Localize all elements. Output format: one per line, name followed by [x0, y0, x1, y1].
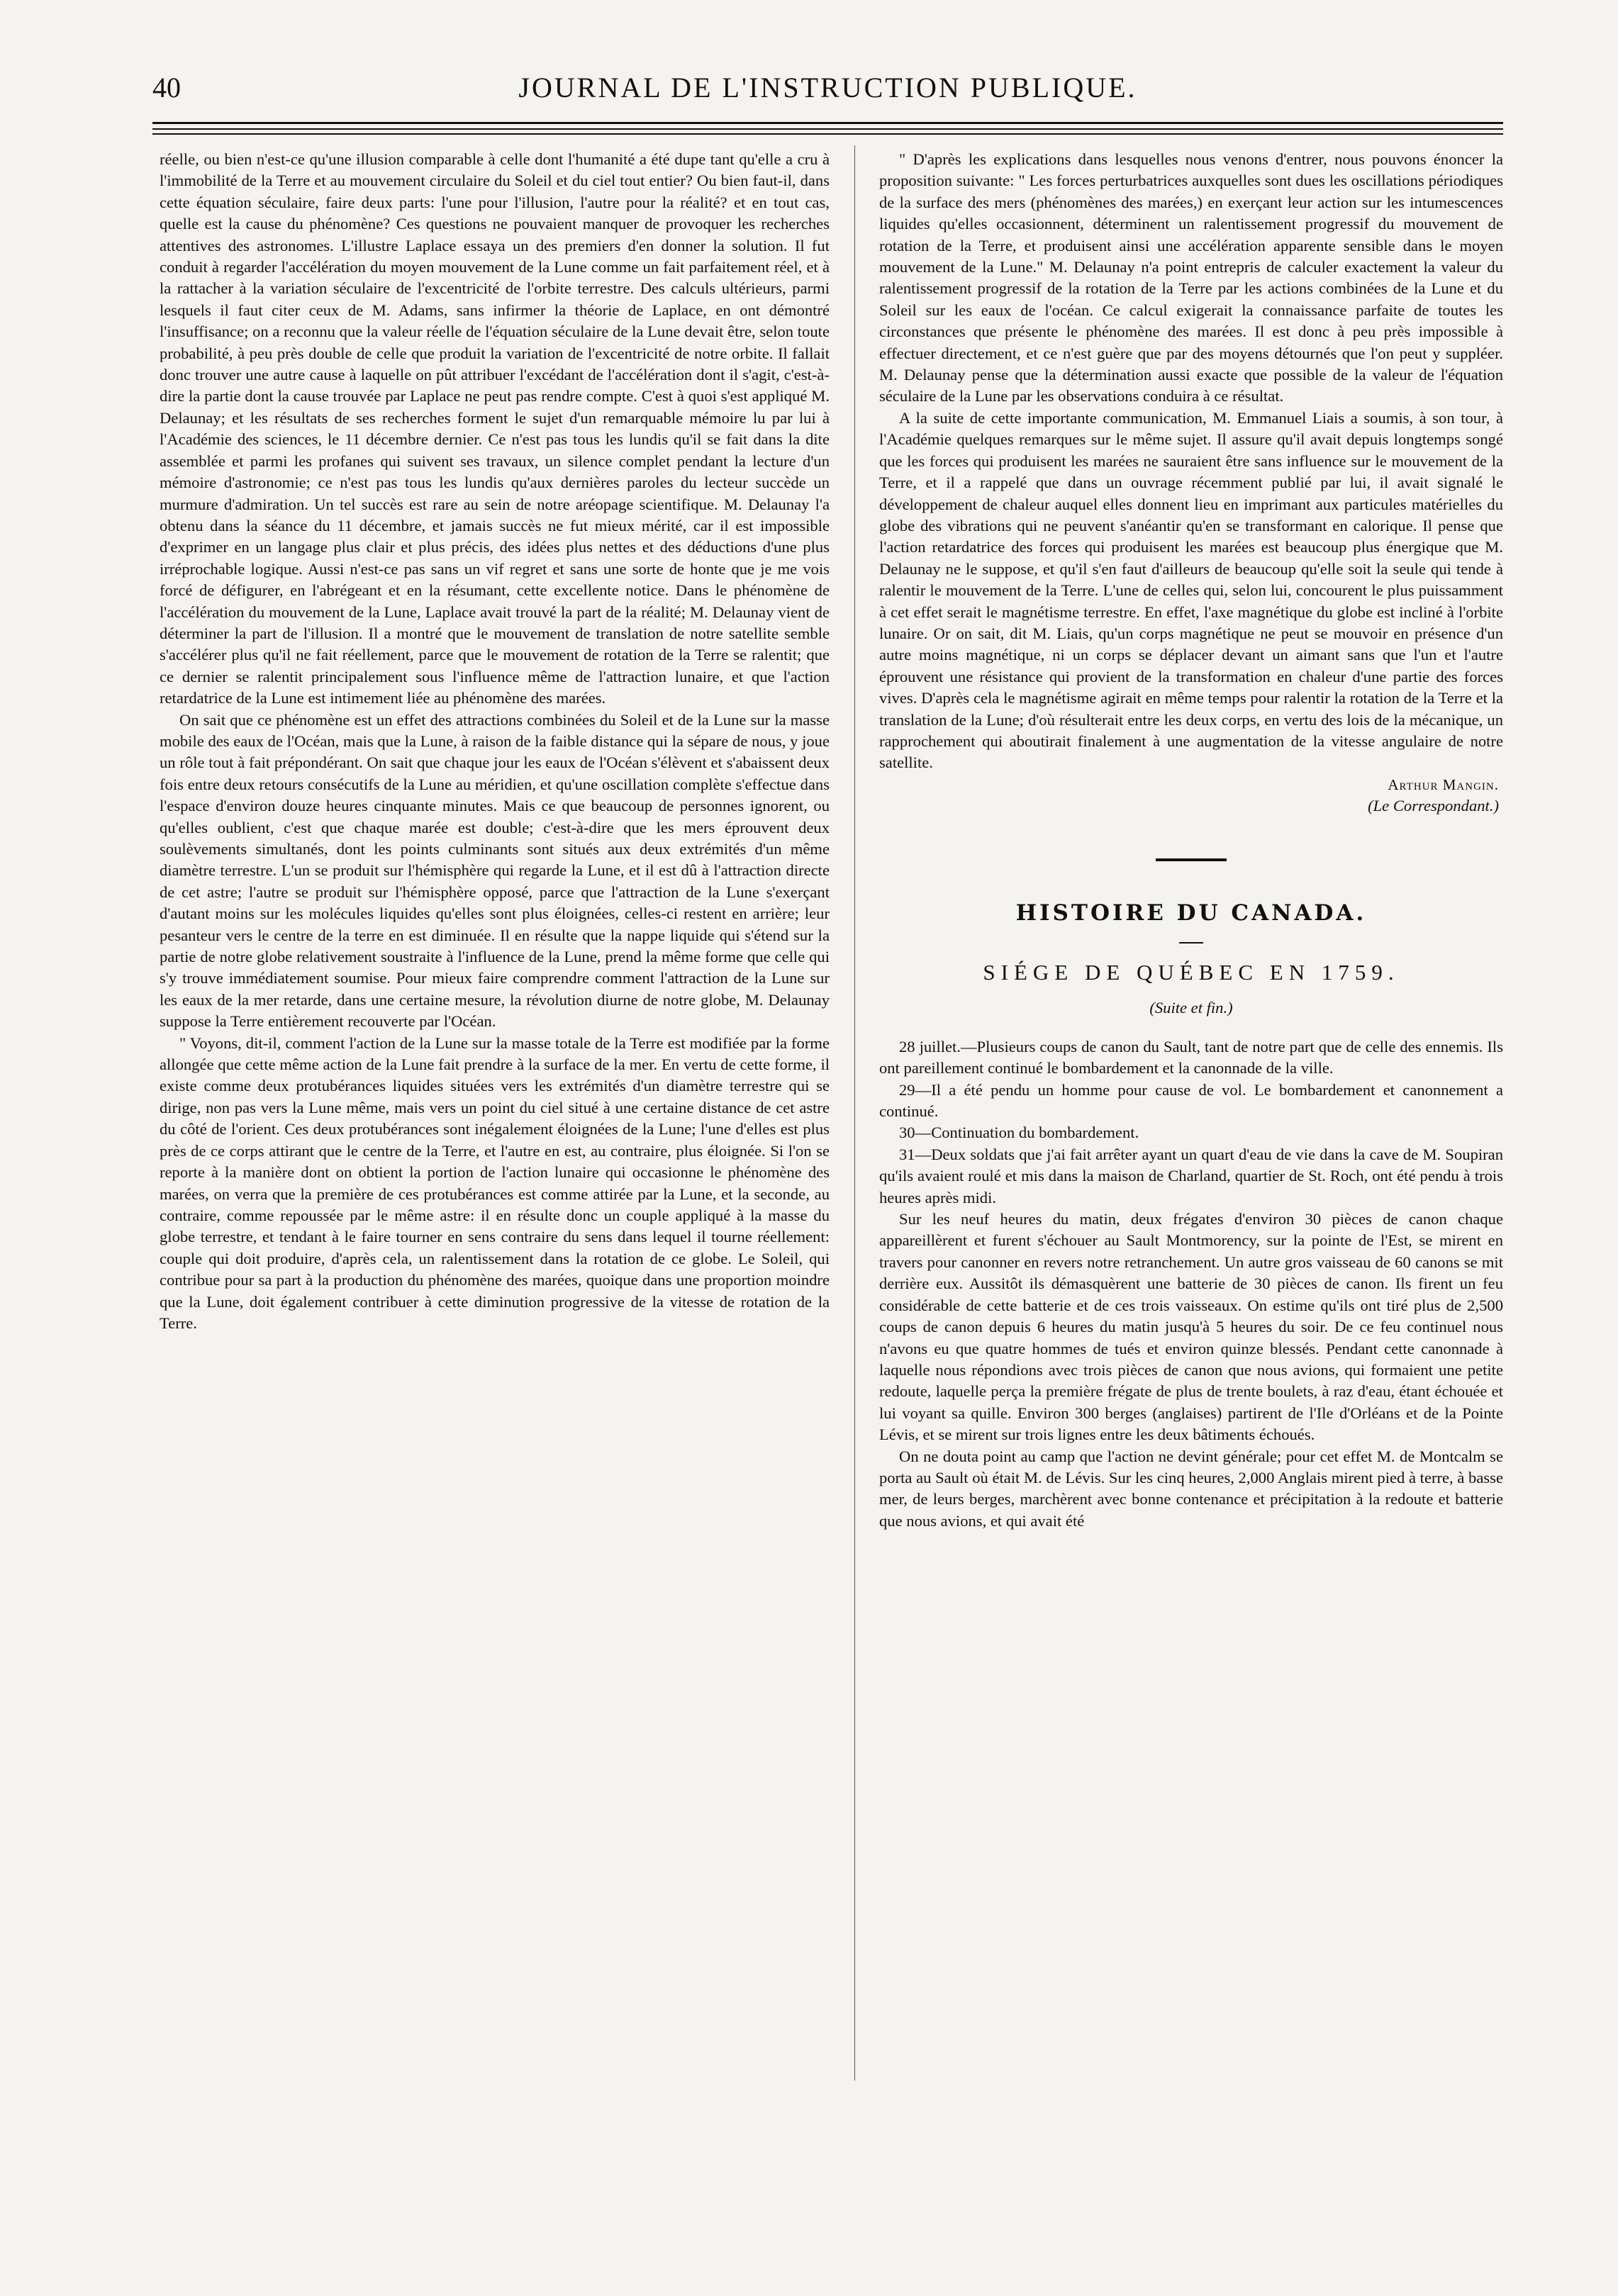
paragraph: 30—Continuation du bombardement.	[899, 1124, 1139, 1142]
paragraph: A la suite de cette importante communication, M. Emmanuel Liais a soumis, à son tour, à l'Académie quelques remarques sur le même sujet. Il assure qu'il avait depuis longtemps songé que les forces qui produisent les marées ne sauraient être sans influence sur le mouvement de la Terre, et il a rappelé que dans un ouvrage récemment publié par lui, il avait signalé le développement de chaleur auquel elles donnent lieu en imprimant aux particules matérielles du globe des vibrations qui ne peuvent s'anéantir qu'en se transformant en calorique. Il pense que l'action retardatrice des forces qui produisent les marées est beaucoup plus énergique que M. Delaunay ne le suppose, et qu'il s'en faut d'ailleurs de beaucoup qu'elle soit la seule qui tende à ralentir le mouvement de la Terre. L'une de celles qui, selon lui, concourent le plus puissamment à cet effet serait le magnétisme terrestre. En effet, l'axe magnétique du globe est incliné à l'orbite lunaire. Or on sait, dit M. Liais, qu'un corps magnétique ne peut se mouvoir en présence d'un autre moins magnétique, ni un corps se déplacer devant un aimant sans que l'un et l'autre éprouvent une résistance qui provient de la transformation en chaleur d'une partie des forces vives. D'après cela le magnétisme agirait en même temps pour ralentir la rotation de la Terre et la translation de la Lune; d'où résulterait entre les deux corps, en vertu des lois de la mécanique, un rapprochement qui aboutirait finalement à une augmentation de la vitesse angulaire de notre satellite.	[879, 408, 1503, 772]
header-rule	[152, 122, 1503, 124]
header-rule	[152, 128, 1503, 130]
paragraph: réelle, ou bien n'est-ce qu'une illusion comparable à celle dont l'humanité a été dupe tant qu'elle a cru à l'immobilité de la Terre et au mouvement circulaire du Soleil et du ciel tout entier? Ou bien faut-il, dans cette équation séculaire, faire deux parts: l'une pour l'illusion, l'autre pour la réalité? et en tout cas, quelle est la cause du phénomène? Ces questions ne pouvaient manquer de provoquer les recherches attentives des astronomes. L'illustre Laplace essaya un des premiers d'en donner la solution. Il fut conduit à regarder l'accélération du moyen mouvement de la Lune comme un fait parfaitement réel, et à la rattacher à la variation séculaire de l'excentricité de l'orbite terrestre. Des calculs ultérieurs, parmi lesquels il faut citer ceux de M. Adams, sans infirmer la théorie de Laplace, en ont démontré l'insuffisance; on a reconnu que la valeur réelle de l'équation séculaire de la Lune devait être, selon toute probabilité, à peu près double de celle que produit la variation de l'excentricité de notre orbite. Il fallait donc trouver une autre cause à laquelle on pût attribuer l'excédant de l'accélération dont il s'agit, c'est-à-dire la partie dont la cause trouvée par Laplace ne peut pas rendre compte. C'est à quoi s'est appliqué M. Delaunay; et les résultats de ses recherches forment le sujet d'un remarquable mémoire lu par lui à l'Académie des sciences, le 11 décembre dernier. Ce n'est pas tous les lundis qu'il se fait dans la dite assemblée et parmi les profanes qui suivent ses travaux, un silence complet pendant la lecture d'un mémoire d'astronomie; ce n'est pas tous les lundis qu'aux dernières paroles du lecteur succède un murmure d'admiration. Un tel succès est rare au sein de notre aréopage scientifique. M. Delaunay l'a obtenu dans la séance du 11 décembre, et jamais succès ne fut mieux mérité, car il est impossible d'exprimer en un langage plus clair et plus précis, des idées plus nettes et des déductions d'une plus irréprochable logique. Aussi n'est-ce pas sans un vif regret et sans une sorte de honte que je me vois forcé de défigurer, en l'abrégeant et en la résumant, cette excellente notice. Dans le phénomène de l'accélération du mouvement de la Lune, Laplace avait trouvé la part de la réalité; M. Delaunay vient de déterminer la part de l'illusion. Il a montré que le mouvement de translation de notre satellite semble s'accélérer plus qu'il ne fait réellement, parce que le mouvement de rotation de la Terre se ralentit; que ce dernier se ralentit principalement sous l'influence même de l'attraction lunaire, et que l'action retardatrice de la Lune est intimement liée au phénomène des marées.	[160, 150, 830, 707]
paragraph: On sait que ce phénomène est un effet des attractions combinées du Soleil et de la Lune sur la masse mobile des eaux de l'Océan, mais que la Lune, à raison de la faible distance qui la sépare de nous, y joue un rôle tout à fait prépondérant. On sait que chaque jour les eaux de l'Océan s'élèvent et s'abaissent deux fois entre deux retours consécutifs de la Lune au méridien, et qu'une oscillation complète s'effectue dans l'espace d'environ douze heures cinquante minutes. Mais ce que beaucoup de personnes ignorent, ou qu'elles oublient, c'est que chaque marée est double; c'est-à-dire que les mers éprouvent deux soulèvements simultanés, dont les points culminants sont situés aux deux extrémités d'un même diamètre terrestre. L'un se produit sur l'hémisphère qui regarde la Lune, et il est dû à l'attraction directe de cet astre; l'autre se produit sur l'hémisphère opposé, parce que l'attraction de la Lune s'exerçant d'autant moins sur les molécules liquides qu'elles sont plus éloignées, celles-ci restent en arrière; leur pesanteur vers le centre de la terre en est diminuée. Il en résulte que la nappe liquide qui s'étend sur la partie de notre globe relativement soustraite à l'influence de la Lune, prend la même forme que celle qui s'y trouve immédiatement soumise. Pour mieux faire comprendre comment l'attraction de la Lune sur les eaux de la mer retarde, dans une certaine mesure, la révolution diurne de notre globe, M. Delaunay suppose la Terre entièrement recouverte par l'Océan.	[160, 710, 830, 1031]
page-header	[152, 71, 1503, 113]
paragraph: Sur les neuf heures du matin, deux frégates d'environ 30 pièces de canon chaque appareillèrent et furent s'échouer au Sault Montmorency, sur la pointe de l'Est, se mirent en travers pour canonner en revers notre retranchement. Un autre gros vaisseau de 60 canons se mit derrière eux. Aussitôt ils démasquèrent une batterie de 30 pièces de canon. Ils firent un feu considérable de cette batterie et de ces trois vaisseaux. On estime qu'ils ont tiré plus de 2,500 coups de canon depuis 6 heures du matin jusqu'à 5 heures du soir. De ce feu continuel nous n'avons eu que quatre hommes de tués et environ quinze blessés. Pendant cette canonnade à laquelle nous répondions avec trois pièces de canon que nous avions, qui formaient une petite redoute, laquelle perça la première frégate de plus de trente boulets, à raz d'eau, étant échouée et lui voyant sa quille. Environ 300 berges (anglaises) partirent de l'Ile d'Orléans et de la Pointe Lévis, et se mirent sur trois lignes entre les deux bâtiments échoués.	[879, 1210, 1503, 1444]
section-title: HISTOIRE DU CANADA.	[1015, 900, 1367, 926]
page-number: 40	[152, 72, 181, 103]
paragraph: " Voyons, dit-il, comment l'action de la Lune sur la masse totale de la Terre est modifiée par la forme allongée que cette même action de la Lune fait prendre à la surface de la mer. En vertu de cette forme, il existe comme deux protubérances liquides situées vers les extrémités d'un diamètre terrestre qui se dirige, non pas vers la Lune même, mais vers un point du ciel situé à une certaine distance de cet astre du côté de l'orient. Ces deux protubérances sont inégalement éloignées de la Lune; l'une d'elles est plus près de ce corps attirant que le centre de la Terre, et l'autre en est, au contraire, plus éloignée. Si l'on se reporte à la manière dont on obtient la portion de l'action lunaire qui occasionne le phénomène des marées, on verra que la première de ces protubérances est comme attirée par la Lune, et la seconde, au contraire, comme repoussée par le même astre: il en résulte donc un couple appliqué à la masse du globe terrestre, et tendant à le faire tourner en sens contraire du sens dans lequel il tourne réellement: couple qui doit produire, d'après cela, un ralentissement dans la rotation de ce globe. Le Soleil, qui contribue pour sa part à la production du phénomène des marées, quoique dans une proportion moindre que la Lune, doit également contribuer à cette diminution progressive de la vitesse de rotation de la Terre.	[160, 1034, 830, 1332]
journal-title: JOURNAL DE L'INSTRUCTION PUBLIQUE.	[518, 72, 1137, 103]
signature	[879, 774, 1499, 817]
author-name: Arthur Mangin.	[1388, 775, 1499, 793]
column-divider	[854, 145, 855, 2081]
paragraph: " D'après les explications dans lesquelles nous venons d'entrer, nous pouvons énoncer la proposition suivante: " Les forces perturbatrices auxquelles sont dues les oscillations périodiques de la surface des mers (phénomènes des marées,) en exerçant leur action sur les intumescences liquides qu'elles occasionnent, déterminent un ralentissement progressif du mouvement de rotation de la Terre, et produisent ainsi une accélération apparente sensible dans le moyen mouvement de la Lune." M. Delaunay n'a point entrepris de calculer exactement la valeur du ralentissement progressif de la rotation de la Terre par les actions combinées de la Lune et du Soleil sur les eaux de l'océan. Ce calcul exigerait la connaissance parfaite de toutes les circonstances que présente le phénomène des marées. Il est donc à peu près impossible à effectuer directement, et ce n'est guère que par des moyens détournés que l'on peut y suppléer. M. Delaunay pense que la détermination aussi exacte que possible de la valeur de l'équation séculaire de la Lune par les observations conduira à ce résultat.	[879, 150, 1503, 405]
left-column	[160, 149, 830, 2091]
article-title: SIÉGE DE QUÉBEC EN 1759.	[983, 960, 1400, 985]
paragraph: 29—Il a été pendu un homme pour cause de vol. Le bombardement et canonnement a continué.	[879, 1080, 1503, 1121]
paragraph: 28 juillet.—Plusieurs coups de canon du Sault, tant de notre part que de celle des ennemis. Ils ont pareillement continué le bombardement et la canonnade de la ville.	[879, 1037, 1503, 1077]
paragraph: On ne douta point au camp que l'action ne devint générale; pour cet effet M. de Montcalm se porta au Sault où était M. de Lévis. Sur les cinq heures, 2,000 Anglais mirent pied à terre, à basse mer, de leurs berges, marchèrent avec bonne contenance et précipitation à la redoute et batterie que nous avions, et qui avait été	[879, 1447, 1503, 1530]
source-name: (Le Correspondant.)	[1368, 797, 1499, 815]
article-subtitle: (Suite et fin.)	[1149, 999, 1233, 1017]
section-separator	[1156, 858, 1227, 861]
paragraph: 31—Deux soldats que j'ai fait arrêter ayant un quart d'eau de vie dans la cave de M. Soupiran qu'ils avaient roulé et mis dans la maison de Charland, quartier de St. Roch, ont été pendu à trois heures après midi.	[879, 1145, 1503, 1206]
right-column	[879, 149, 1503, 2091]
title-dash	[1179, 942, 1203, 943]
header-rule	[152, 133, 1503, 135]
